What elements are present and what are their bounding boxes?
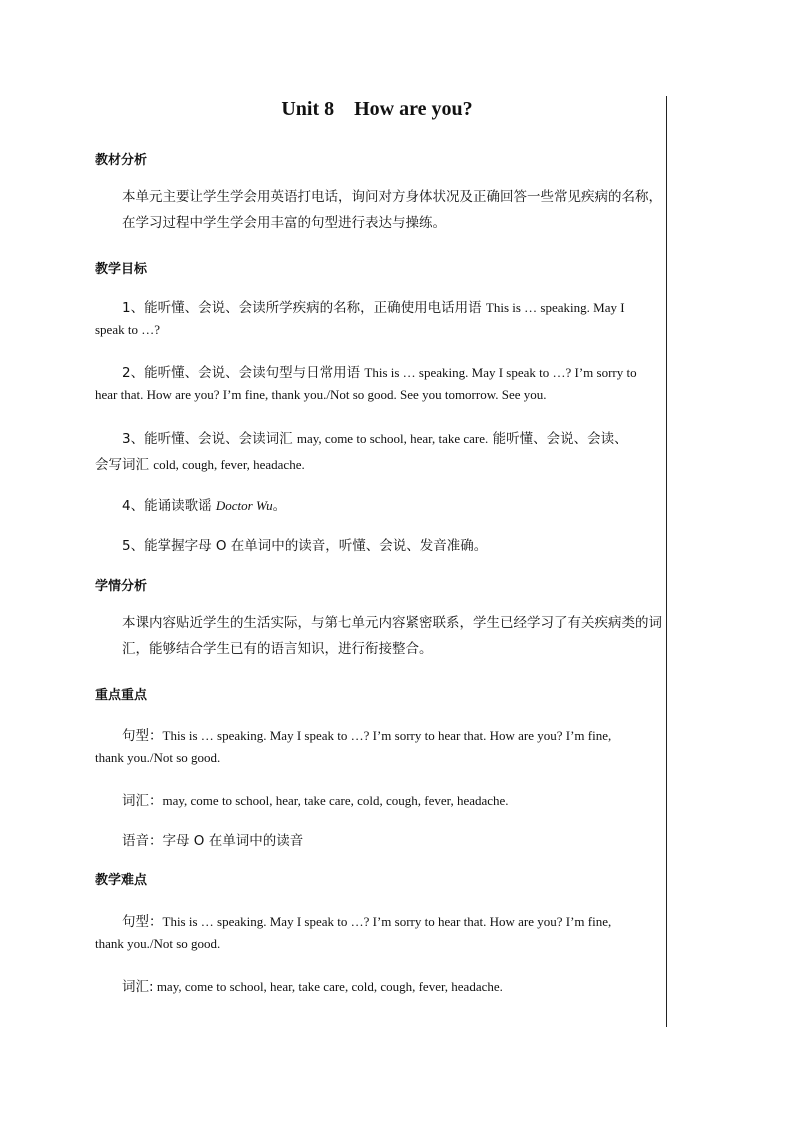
analysis-paragraph <box>95 184 665 236</box>
difficult-sentences <box>122 910 667 930</box>
key-vocabulary-label: 词汇： <box>122 793 163 809</box>
page-title: Unit 8 How are you? <box>281 98 473 120</box>
difficult-vocabulary <box>122 975 667 995</box>
section-heading-learners: 学情分析 <box>95 579 148 594</box>
learners-text: 本课内容贴近学生的生活实际，与第七单元内容紧密联系，学生已经学习了有关疾病类的词汇，能够结合学生已有的语言知识，进行衔接整合。 <box>122 615 662 657</box>
learners-paragraph <box>95 610 665 662</box>
objective-item-1 <box>122 296 667 316</box>
section-heading-analysis: 教材分析 <box>95 153 148 168</box>
objective-item-3 <box>122 427 667 447</box>
difficult-vocabulary-label: 词汇: <box>122 979 154 995</box>
objective-1-english: This is … speaking. May I <box>485 300 625 315</box>
section-heading-objectives: 教学目标 <box>95 262 148 277</box>
key-vocabulary <box>122 789 667 809</box>
objective-4-period: 。 <box>272 498 287 514</box>
objective-item-2-cont: hear that. How are you? I’m fine, thank you./Not so good. See you tomorrow. See you. <box>95 387 547 402</box>
objective-3-text: 3、能听懂、会说、会读词汇 <box>122 431 297 447</box>
objective-4-text: 4、能诵读歌谣 <box>122 498 216 514</box>
key-phonics <box>122 829 667 849</box>
difficult-sentences-text: This is … speaking. May I speak to …? I’m sorry to hear that. How are you? I’m fine, <box>162 914 612 929</box>
section-heading-difficulties: 教学难点 <box>95 873 148 888</box>
key-sentences <box>122 724 667 744</box>
objective-item-5: 5、能掌握字母 O 在单词中的读音，听懂、会说、发音准确。 <box>122 538 488 554</box>
margin-rule <box>666 96 667 1027</box>
objective-2-english: This is … speaking. May I speak to …? I’m sorry to <box>364 365 637 380</box>
difficult-vocabulary-text: may, come to school, hear, take care, cold, cough, fever, headache. <box>153 979 503 994</box>
objective-1-text: 1、能听懂、会说、会读所学疾病的名称，正确使用电话用语 <box>122 300 486 316</box>
difficult-sentences-label: 句型： <box>122 914 163 930</box>
objective-3-english: may, come to school, hear, take care. <box>296 431 489 446</box>
objective-3-english-b: cold, cough, fever, headache. <box>153 457 305 472</box>
section-heading-key-points: 重点重点 <box>95 688 148 703</box>
objective-item-1-cont: speak to …? <box>95 322 160 337</box>
analysis-text: 本单元主要让学生学会用英语打电话，询问对方身体状况及正确回答一些常见疾病的名称，在学习过程中学生学会用丰富的句型进行表达与操练。 <box>122 189 662 231</box>
objective-item-4 <box>122 494 667 514</box>
objective-2-text: 2、能听懂、会说、会读句型与日常用语 <box>122 365 365 381</box>
objective-3-text-b: 能听懂、会说、会读、 <box>488 431 628 447</box>
objective-item-3-cont <box>95 453 640 473</box>
objective-4-chant-title: Doctor Wu <box>215 498 273 513</box>
difficult-sentences-cont: thank you./Not so good. <box>95 936 221 951</box>
key-phonics-label: 语音： <box>122 833 163 849</box>
key-sentences-cont: thank you./Not so good. <box>95 750 221 765</box>
key-sentences-label: 句型： <box>122 728 163 744</box>
key-vocabulary-text: may, come to school, hear, take care, cold, cough, fever, headache. <box>162 793 509 808</box>
key-sentences-text: This is … speaking. May I speak to …? I’m sorry to hear that. How are you? I’m fine, <box>162 728 612 743</box>
objective-item-2 <box>122 361 667 381</box>
objective-3-text-c: 会写词汇 <box>95 457 154 473</box>
key-phonics-text: 字母 O 在单词中的读音 <box>162 833 304 849</box>
